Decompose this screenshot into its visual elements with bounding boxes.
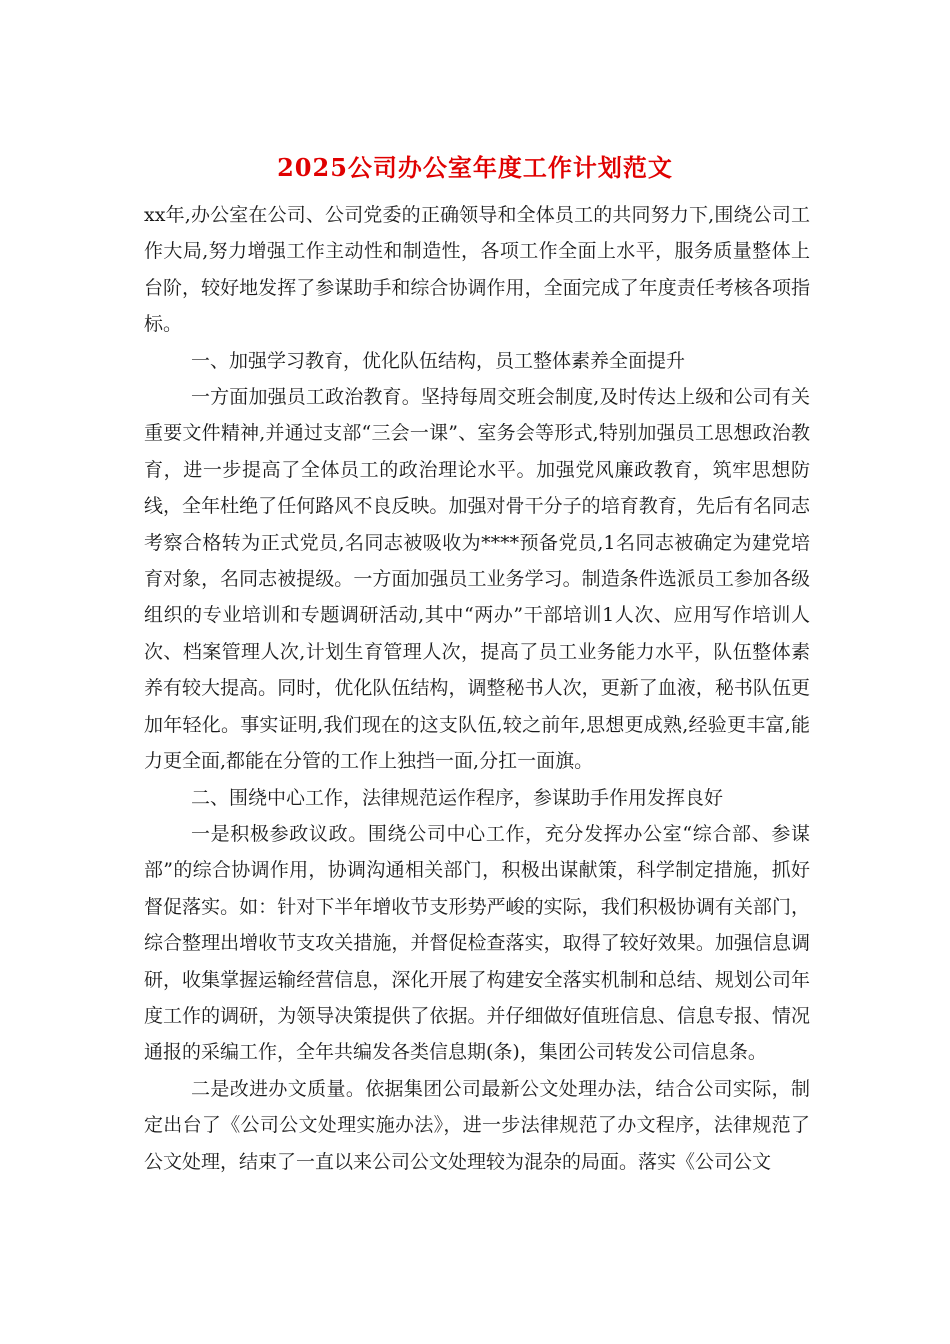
document-body [144,197,810,1180]
section-heading-1: 一、加强学习教育，优化队伍结构，员工整体素养全面提升 [191,349,686,372]
paragraph-intro: xx年,办公室在公司、公司党委的正确领导和全体员工的共同努力下,围绕公司工作大局,努力增强工作主动性和制造性，各项工作全面上水平，服务质量整体上台阶，较好地发挥了参谋助手和综合协调作用，全面完成了年度责任考核各项指标。 [144,204,810,336]
section-heading-2: 二、围绕中心工作，法律规范运作程序，参谋助手作用发挥良好 [191,786,724,809]
paragraph-participation: 一是积极参政议政。围绕公司中心工作，充分发挥办公室“综合部、参谋部”的综合协调作用，协调沟通相关部门，积极出谋献策，科学制定措施，抓好督促落实。如：针对下半年增收节支形势严峻的实际，我们积极协调有关部门，综合整理出增收节支攻关措施，并督促检查落实，取得了较好效果。加强信息调研，收集掌握运输经营信息，深化开展了构建安全落实机制和总结、规划公司年度工作的调研，为领导决策提供了依据。并仔细做好值班信息、信息专报、情况通报的采编工作，全年共编发各类信息期(条)，集团公司转发公司信息条。 [144,822,810,1064]
paragraph-political-education: 一方面加强员工政治教育。坚持每周交班会制度,及时传达上级和公司有关重要文件精神,并通过支部“三会一课”、室务会等形式,特别加强员工思想政治教育，进一步提高了全体员工的政治理论水平。加强党风廉政教育，筑牢思想防线，全年杜绝了任何路风不良反映。加强对骨干分子的培育教育，先后有名同志考察合格转为正式党员,名同志被吸收为****预备党员,1名同志被确定为建党培育对象，名同志被提级。一方面加强员工业务学习。制造条件选派员工参加各级组织的专业培训和专题调研活动,其中“两办”干部培训1人次、应用写作培训人次、档案管理人次,计划生育管理人次，提高了员工业务能力水平，队伍整体素养有较大提高。同时，优化队伍结构，调整秘书人次，更新了血液，秘书队伍更加年轻化。事实证明,我们现在的这支队伍,较之前年,思想更成熟,经验更丰富,能力更全面,都能在分管的工作上独挡一面,分扛一面旗。 [144,386,810,773]
document-title: 2025公司办公室年度工作计划范文 [277,153,673,182]
paragraph-document-quality: 二是改进办文质量。依据集团公司最新公文处理办法，结合公司实际，制定出台了《公司公文处理实施办法》，进一步法律规范了办文程序，法律规范了公文处理，结束了一直以来公司公文处理较为混杂的局面。落实《公司公文 [144,1077,810,1173]
